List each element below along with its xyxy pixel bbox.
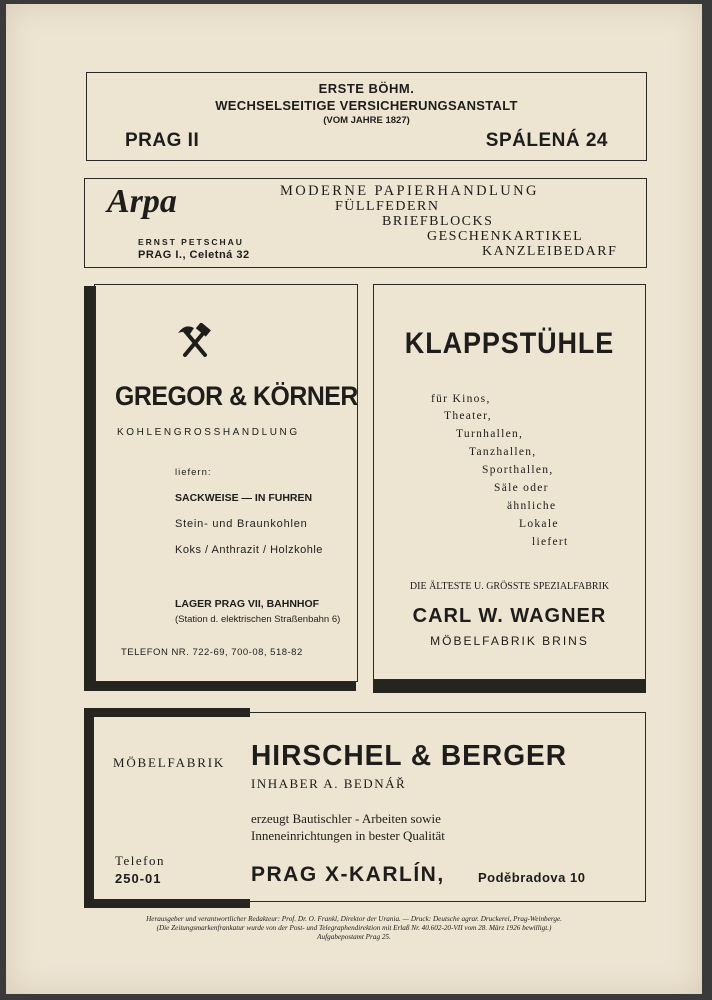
ad-chairs-line-8: Lokale <box>519 518 559 530</box>
footer-line-1: Herausgeber und verantwortlicher Redakteur: Prof. Dr. O. Frankl, Direktor der Urania. — Druck: Deutsche agrar. Druckerei, Prag-Weinberge. <box>146 915 562 923</box>
ad-chairs-company: CARL W. WAGNER <box>412 605 607 627</box>
ad-insurance <box>86 72 647 161</box>
ad-chairs-shadow-bottom <box>373 679 646 693</box>
ad-furniture-phone: 250-01 <box>115 871 162 886</box>
ad-paper-owner: ERNST PETSCHAU <box>138 237 244 247</box>
ad-furniture-phone-label: Telefon <box>115 853 166 868</box>
ad-coal-title: GREGOR & KÖRNER <box>115 381 358 411</box>
ad-insurance-line3: (VOM JAHRE 1827) <box>323 115 410 126</box>
footer-line-3: Aufgabepostamt Prag 25. <box>317 933 391 941</box>
ad-chairs-line-4: Tanzhallen, <box>469 446 537 458</box>
ad-chairs-claim: DIE ÄLTESTE U. GRÖSSTE SPEZIALFABRIK <box>409 581 610 592</box>
ad-furniture-desc-1: erzeugt Bautischler - Arbeiten sowie <box>251 811 441 826</box>
ad-paper-address: PRAG I., Celetná 32 <box>138 249 250 261</box>
ad-paper-item-5: KANZLEIBEDARF <box>482 244 618 259</box>
ad-furniture-title: HIRSCHEL & BERGER <box>251 740 568 772</box>
arpa-logo: Arpa <box>107 183 177 220</box>
ad-coal-phone: TELEFON NR. 722-69, 700-08, 518-82 <box>121 647 303 658</box>
ad-insurance-line1: ERSTE BÖHM. <box>318 81 415 96</box>
ad-paper-shop <box>84 178 647 268</box>
ad-chairs-title: KLAPPSTÜHLE <box>404 327 615 360</box>
ad-paper-item-2: FÜLLFEDERN <box>335 199 440 214</box>
ad-insurance-street: SPÁLENÁ 24 <box>485 130 608 151</box>
hammer-and-pick-icon <box>177 323 213 359</box>
ad-coal-shadow-bottom <box>84 681 356 691</box>
ad-coal-line-4: Koks / Anthrazit / Holzkohle <box>175 544 323 556</box>
ad-chairs-line-2: Theater, <box>444 410 492 422</box>
ad-coal-line-3: Stein- und Braunkohlen <box>175 518 308 530</box>
ad-furniture <box>92 712 646 902</box>
ad-furniture-prefix: MÖBELFABRIK <box>113 755 226 770</box>
ad-paper-item-3: BRIEFBLOCKS <box>382 214 494 229</box>
ad-paper-item-1: MODERNE PAPIERHANDLUNG <box>280 183 539 199</box>
ad-chairs-line-1: für Kinos, <box>431 393 491 405</box>
ad-furniture-city: PRAG X-KARLÍN, <box>251 863 445 886</box>
ad-coal-line-2: SACKWEISE — IN FUHREN <box>175 492 313 504</box>
ad-coal <box>94 284 358 682</box>
ad-insurance-city: PRAG II <box>125 130 200 151</box>
ad-coal-subtitle: KOHLENGROSSHANDLUNG <box>117 427 300 438</box>
ad-furniture-owner: INHABER A. BEDNÁŘ <box>251 776 407 791</box>
ad-coal-station: (Station d. elektrischen Straßenbahn 6) <box>175 614 341 625</box>
ad-chairs-tagline: MÖBELFABRIK BRINS <box>430 634 589 648</box>
ad-chairs <box>373 284 646 680</box>
page <box>6 4 702 994</box>
ad-furniture-street: Poděbradova 10 <box>478 870 586 885</box>
ad-coal-location: LAGER PRAG VII, BAHNHOF <box>175 598 320 610</box>
ad-chairs-line-7: ähnliche <box>507 500 557 512</box>
ad-furniture-desc-2: Inneneinrichtungen in bester Qualität <box>251 828 445 843</box>
footer-line-2: (Die Zeitungsmarkenfrankatur wurde von der Post- und Telegraphendirektion mit Erlaß Nr. 40.602-20-VII vom 28. März 1926 bewilligt.) <box>156 924 552 932</box>
ad-insurance-line2: WECHSELSEITIGE VERSICHERUNGSANSTALT <box>215 98 518 113</box>
ad-chairs-line-6: Säle oder <box>494 482 549 494</box>
ad-chairs-line-3: Turnhallen, <box>456 428 524 440</box>
ad-chairs-line-5: Sporthallen, <box>482 464 554 476</box>
ad-chairs-line-9: liefert <box>532 536 569 548</box>
ad-coal-line-1: liefern: <box>175 467 212 478</box>
ad-paper-item-4: GESCHENKARTIKEL <box>427 229 584 244</box>
